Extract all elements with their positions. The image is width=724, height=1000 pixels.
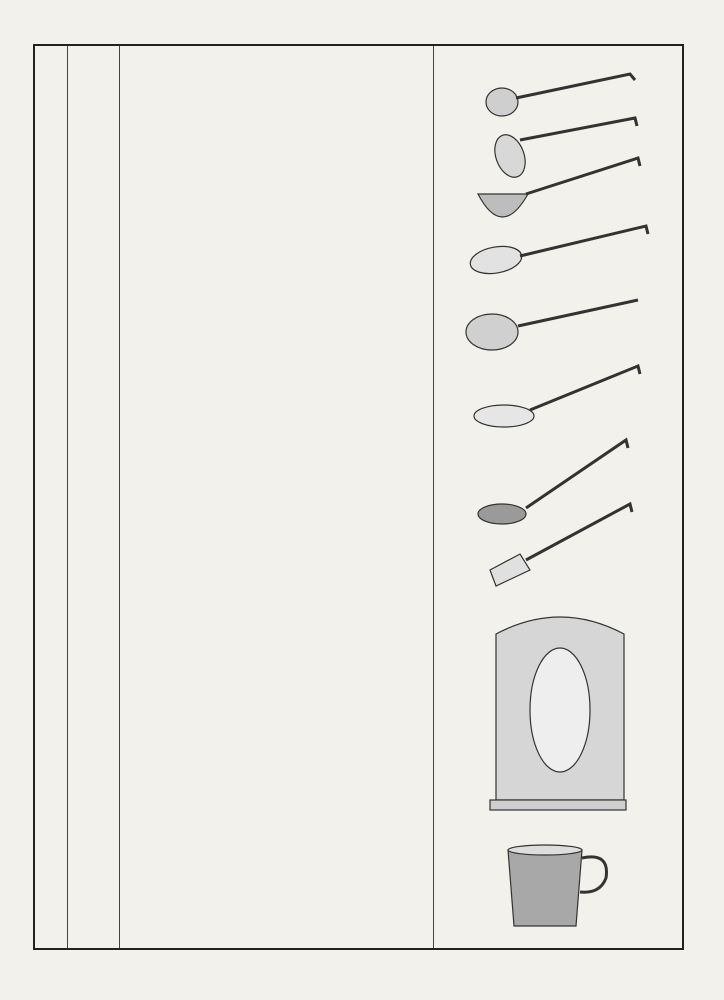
flat-skimmer-icon bbox=[468, 226, 648, 277]
column-divider-nr bbox=[67, 46, 68, 948]
water-scoop-icon bbox=[508, 845, 607, 926]
product-illustrations bbox=[430, 60, 660, 940]
milk-ladle-icon bbox=[486, 74, 635, 116]
deep-skimmer-icon bbox=[466, 300, 638, 350]
column-divider-farbe bbox=[119, 46, 120, 948]
cream-ladle-icon bbox=[478, 440, 628, 524]
baden-skimmer-icon bbox=[474, 366, 640, 427]
sauce-ladle-icon bbox=[489, 118, 637, 181]
spoon-rack-icon bbox=[490, 617, 626, 810]
